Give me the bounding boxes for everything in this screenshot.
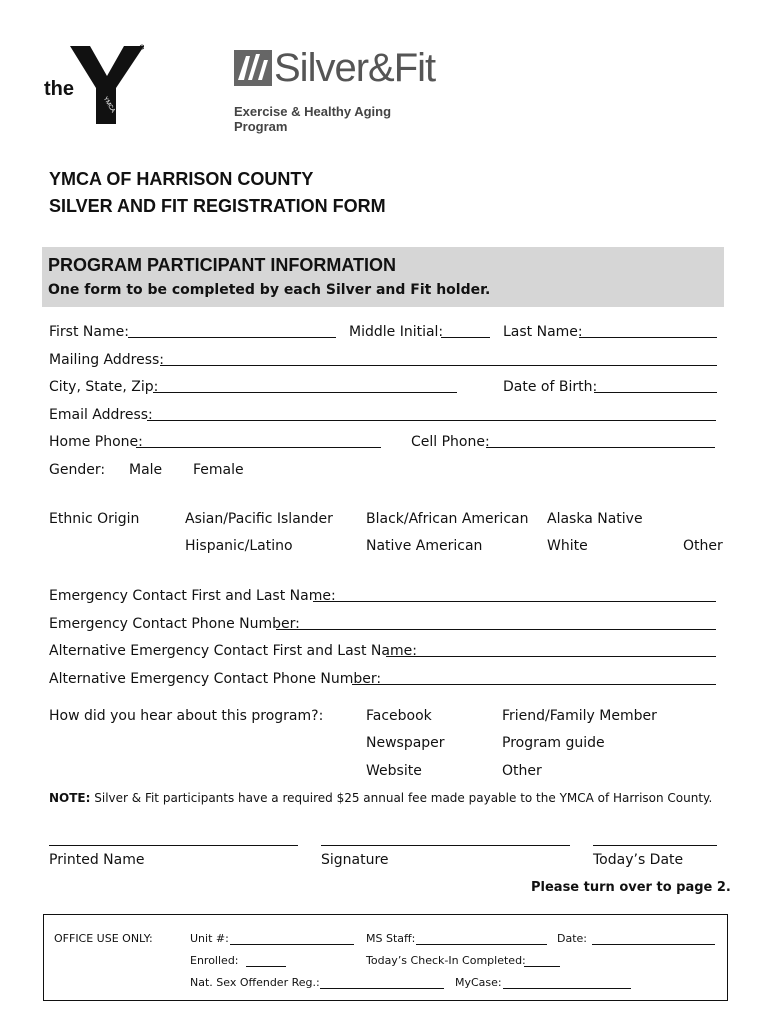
city-state-zip-label: City, State, Zip: bbox=[49, 379, 159, 395]
ymca-logo-small: YMCA bbox=[101, 95, 116, 115]
last-name-label: Last Name: bbox=[503, 324, 583, 340]
hear-option-newspaper[interactable]: Newspaper bbox=[366, 735, 445, 751]
silverfit-logo bbox=[232, 44, 436, 134]
mycase-label: MyCase: bbox=[455, 976, 502, 989]
checkin-label: Today’s Check-In Completed: bbox=[366, 954, 526, 967]
hear-option-other[interactable]: Other bbox=[502, 763, 542, 779]
middle-initial-field[interactable] bbox=[441, 337, 490, 338]
unit-label: Unit #: bbox=[190, 932, 229, 945]
offender-reg-field[interactable] bbox=[320, 988, 444, 989]
emergency-phone-field[interactable] bbox=[276, 629, 716, 630]
date-of-birth-label: Date of Birth: bbox=[503, 379, 598, 395]
form-title-line2: SILVER AND FIT REGISTRATION FORM bbox=[49, 196, 386, 216]
gender-option-male[interactable]: Male bbox=[129, 462, 163, 478]
mycase-field[interactable] bbox=[503, 988, 631, 989]
office-use-box bbox=[43, 914, 728, 1001]
todays-date-field[interactable] bbox=[593, 845, 717, 846]
ethnic-option-native-american[interactable]: Native American bbox=[366, 538, 483, 554]
hear-option-website[interactable]: Website bbox=[366, 763, 422, 779]
ymca-logo bbox=[42, 44, 147, 126]
alt-emergency-phone-label: Alternative Emergency Contact Phone Number: bbox=[49, 671, 382, 687]
alt-emergency-name-label: Alternative Emergency Contact First and Last Name: bbox=[49, 643, 417, 659]
office-date-field[interactable] bbox=[592, 944, 715, 945]
fee-note-text: Silver & Fit participants have a required $25 annual fee made payable to the YMCA of Harrison County. bbox=[90, 791, 713, 805]
turn-over-note: Please turn over to page 2. bbox=[531, 880, 731, 895]
cell-phone-field[interactable] bbox=[486, 447, 715, 448]
emergency-phone-label: Emergency Contact Phone Number: bbox=[49, 616, 300, 632]
ymca-logo-the: the bbox=[44, 78, 74, 100]
form-title-line1: YMCA OF HARRISON COUNTY bbox=[49, 169, 314, 189]
alt-emergency-name-field[interactable] bbox=[386, 656, 716, 657]
middle-initial-label: Middle Initial: bbox=[349, 324, 444, 340]
ethnic-option-hispanic[interactable]: Hispanic/Latino bbox=[185, 538, 293, 554]
hear-about-label: How did you hear about this program?: bbox=[49, 708, 324, 724]
ethnic-option-asian[interactable]: Asian/Pacific Islander bbox=[185, 511, 333, 527]
section-subtitle: One form to be completed by each Silver and Fit holder. bbox=[48, 282, 491, 298]
fee-note-label: NOTE: bbox=[49, 791, 91, 805]
printed-name-field[interactable] bbox=[49, 845, 298, 846]
todays-date-label: Today’s Date bbox=[593, 852, 684, 868]
home-phone-label: Home Phone: bbox=[49, 434, 143, 450]
signature-field[interactable] bbox=[321, 845, 570, 846]
fee-note bbox=[49, 790, 712, 806]
office-use-label: OFFICE USE ONLY: bbox=[54, 932, 153, 945]
ms-staff-field[interactable] bbox=[416, 944, 547, 945]
ethnic-origin-label: Ethnic Origin bbox=[49, 511, 140, 527]
unit-field[interactable] bbox=[230, 944, 354, 945]
email-field[interactable] bbox=[147, 420, 716, 421]
city-state-zip-field[interactable] bbox=[153, 392, 457, 393]
silverfit-tagline: Exercise & Healthy Aging Program bbox=[234, 104, 392, 134]
hear-option-friend-family[interactable]: Friend/Family Member bbox=[502, 708, 657, 724]
mailing-address-field[interactable] bbox=[160, 365, 717, 366]
cell-phone-label: Cell Phone: bbox=[411, 434, 490, 450]
first-name-label: First Name: bbox=[49, 324, 129, 340]
home-phone-field[interactable] bbox=[136, 447, 381, 448]
ethnic-option-white[interactable]: White bbox=[547, 538, 588, 554]
ethnic-option-other[interactable]: Other bbox=[683, 538, 723, 554]
enrolled-field[interactable] bbox=[246, 966, 286, 967]
hear-option-facebook[interactable]: Facebook bbox=[366, 708, 432, 724]
emergency-name-label: Emergency Contact First and Last Name: bbox=[49, 588, 336, 604]
printed-name-label: Printed Name bbox=[49, 852, 145, 868]
section-band bbox=[42, 247, 724, 307]
email-label: Email Address: bbox=[49, 407, 153, 423]
office-date-label: Date: bbox=[557, 932, 587, 945]
last-name-field[interactable] bbox=[579, 337, 717, 338]
ethnic-option-alaska[interactable]: Alaska Native bbox=[547, 511, 643, 527]
gender-label: Gender: bbox=[49, 462, 106, 478]
ymca-y-icon bbox=[70, 44, 144, 124]
gender-option-female[interactable]: Female bbox=[193, 462, 244, 478]
ethnic-option-black[interactable]: Black/African American bbox=[366, 511, 529, 527]
date-of-birth-field[interactable] bbox=[594, 392, 717, 393]
emergency-name-field[interactable] bbox=[313, 601, 716, 602]
enrolled-label: Enrolled: bbox=[190, 954, 239, 967]
mailing-address-label: Mailing Address: bbox=[49, 352, 165, 368]
silverfit-mark-icon bbox=[234, 50, 272, 86]
first-name-field[interactable] bbox=[128, 337, 336, 338]
silverfit-brand: Silver&Fit bbox=[274, 46, 436, 90]
ms-staff-label: MS Staff: bbox=[366, 932, 416, 945]
section-title: PROGRAM PARTICIPANT INFORMATION bbox=[48, 255, 396, 275]
checkin-field[interactable] bbox=[524, 966, 560, 967]
alt-emergency-phone-field[interactable] bbox=[352, 684, 716, 685]
signature-label: Signature bbox=[321, 852, 389, 868]
hear-option-program-guide[interactable]: Program guide bbox=[502, 735, 605, 751]
offender-reg-label: Nat. Sex Offender Reg.: bbox=[190, 976, 320, 989]
